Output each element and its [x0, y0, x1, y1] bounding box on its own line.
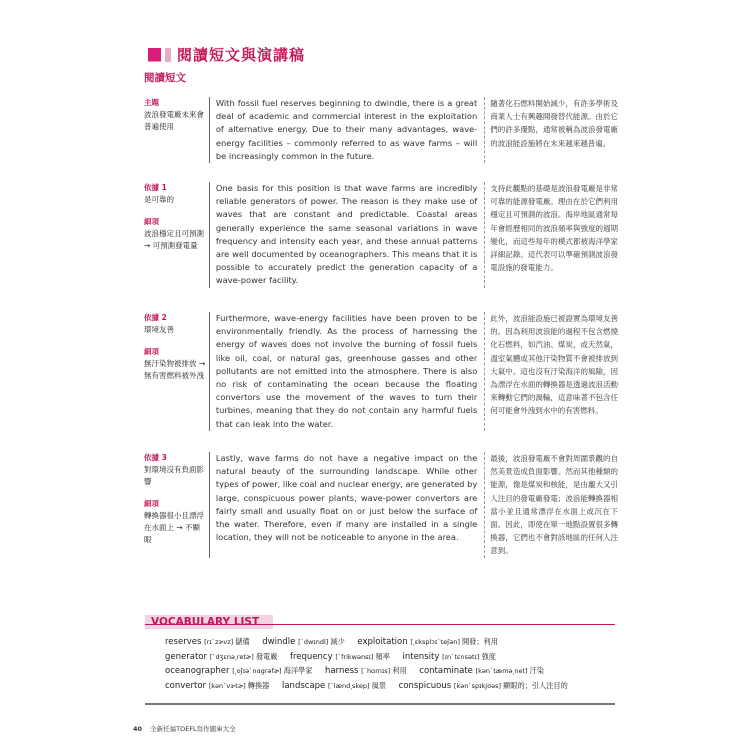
note-tag: 細項: [144, 347, 159, 356]
vocab-word: reserves: [165, 637, 205, 647]
section-marker-icon: [148, 48, 161, 62]
passage-block-1: [144, 97, 618, 163]
vocab-entry: [165, 665, 312, 675]
vocab-meaning: 利用: [392, 666, 407, 675]
english-paragraph: Furthermore, wave-energy facilities have been proven to be environmentally friendly. As the process of harnessing the energy of waves does not involve the burning of fossil fuels like oil, coal, or natural gas, greenhouse gasses and other pollutants are not emitted into the atmosphere. There is also no risk of contaminating the ocean because the floating convertors use the movement of the waves to turn their turbines, meaning that they do not contain any harmful fuels that can leak into the water.: [209, 312, 477, 431]
vocab-phonetic: [rɪˋzɝvz]: [204, 638, 236, 646]
vocab-entry: [282, 680, 386, 690]
passage-block-4: [144, 452, 618, 558]
vocab-meaning: 顯眼的；引人注目的: [503, 680, 568, 690]
vocab-entry: [325, 665, 407, 675]
book-title: 全新托福TOEFL寫作題庫大全: [150, 725, 236, 733]
vocab-word: intensity: [402, 651, 443, 662]
english-paragraph: With fossil fuel reserves beginning to dwindle, there is a great deal of academic and commercial interest in the exploitation of alternative energy. Due to their many advantages, wave-energy facilities – commonly referred to as wave farms – will be increasingly common in the future.: [209, 97, 477, 163]
vocab-word: frequency: [290, 651, 336, 662]
section-marker-accent-icon: [165, 48, 171, 62]
note-tag: 細項: [144, 499, 159, 508]
vocab-phonetic: [kənˋspɪkjʊəs]: [453, 681, 504, 690]
vocab-entry: [262, 636, 344, 646]
vocab-word: harness: [325, 666, 362, 676]
note-text: 環境友善: [144, 325, 174, 334]
vocab-phonetic: [ˋdwɪndl]: [298, 638, 331, 646]
note-tag: 主題: [144, 98, 159, 107]
english-paragraph: Lastly, wave farms do not have a negative impact on the natural beauty of the surrounding landscape. While other types of power, like coal and nuclear energy, are generated by large, conspicuous power plants, wave-power convertors are fairly small and usually float on or just below the surface of the water. Therefore, even if many are installed in a single location, they will not be noticeable to anyone in the area.: [209, 452, 477, 558]
page-number: 40: [133, 725, 143, 733]
vocab-word: landscape: [281, 680, 328, 691]
vocabulary-bottom-rule: [145, 703, 615, 705]
note-text: 波浪穩定且可預測 → 可預測發電量: [144, 229, 204, 250]
vocab-phonetic: [ˋdʒɛnə͵retɚ]: [209, 652, 256, 661]
vocab-entry: [399, 680, 568, 690]
note-tag: 依據 2: [144, 313, 167, 322]
vocab-word: dwindle: [262, 637, 299, 647]
vocab-phonetic: [ˋlænd͵skep]: [327, 681, 372, 690]
vocabulary-rule: [145, 624, 615, 625]
vocab-phonetic: [ˋfrikwənsɪ]: [335, 652, 376, 661]
chinese-translation: 此外，波浪能設施已被證實為環境友善的。因為利用波浪能的過程不包含燃燒化石燃料，如汽油、煤炭，或天然氣，溫室氣體或其他汙染物質不會被排放到大氣中。這也沒有汙染海洋的風險，因為漂浮在水面的轉換器是透過波浪活動來轉動它們的渦輪，這意味著不包含任何可能會外洩到水中的有害燃料。: [484, 312, 618, 431]
vocab-meaning: 汙染: [529, 666, 544, 675]
vocab-phonetic: [ɪnˋtɛnsətɪ]: [442, 652, 482, 661]
note-tag: 細項: [144, 217, 159, 226]
vocab-phonetic: [kənˋtæmə͵net]: [475, 667, 530, 675]
vocab-word: generator: [165, 651, 210, 662]
vocab-entry: [165, 636, 250, 646]
margin-notes: [144, 312, 206, 431]
english-paragraph: One basis for this position is that wave farms are incredibly reliable generators of power. The reason is they make use of waves that are constant and predictable. Coastal areas generally experience the same seasonal variations in wave frequency and intensity each year, and these annual patterns are well documented by oceanographers. This means that it is possible to accurately predict the generation capacity of a wave-power facility.: [209, 182, 477, 288]
margin-notes: [144, 182, 206, 288]
vocab-word: convertor: [165, 680, 209, 691]
vocab-entry: [290, 651, 390, 661]
vocab-meaning: 頻率: [375, 651, 390, 661]
note-text: 無汙染物被排放 → 無有害燃料被外洩: [144, 359, 206, 380]
vocab-meaning: 發電廠: [255, 651, 278, 661]
vocab-phonetic: [kənˋvɝtɚ]: [208, 681, 248, 690]
margin-notes: [144, 97, 206, 163]
passage-block-3: [144, 312, 618, 431]
vocab-word: exploitation: [357, 637, 411, 647]
vocab-meaning: 減少: [330, 637, 345, 646]
note-text: 轉換器很小且漂浮在水面上 → 不顯眼: [144, 511, 204, 544]
vocab-word: oceanographer: [165, 666, 233, 676]
vocab-entry: [165, 680, 269, 690]
vocab-meaning: 強度: [481, 651, 496, 661]
vocab-entry: [419, 665, 544, 675]
vocab-meaning: 海洋學家: [283, 666, 313, 675]
section-title: 閱讀短文: [144, 72, 186, 84]
vocab-entry: [357, 636, 498, 646]
note-text: 波浪發電廠未來會普遍使用: [144, 110, 204, 131]
note-tag: 依據 3: [144, 453, 167, 462]
vocab-meaning: 儲備: [235, 637, 250, 646]
vocab-meaning: 轉換器: [247, 680, 270, 690]
vocab-word: conspicuous: [398, 680, 454, 691]
margin-notes: [144, 452, 206, 558]
note-tag: 依據 1: [144, 183, 167, 192]
vocab-word: contaminate: [419, 666, 476, 676]
passage-block-2: [144, 182, 618, 288]
vocabulary-list: [145, 610, 615, 710]
page-title: 閱讀短文與演講稿: [177, 46, 306, 64]
vocabulary-entries: [145, 629, 615, 693]
vocab-entry: [165, 651, 277, 661]
vocab-entry: [403, 651, 496, 661]
vocab-meaning: 風景: [371, 680, 387, 690]
note-text: 是可靠的: [144, 195, 174, 204]
note-text: 對環境沒有負面影響: [144, 465, 204, 486]
vocabulary-title: VOCABULARY LIST: [145, 615, 273, 629]
vocab-phonetic: [͵oʃɪəˋnɑgrəfɚ]: [232, 667, 284, 675]
page-header: [148, 44, 305, 65]
chinese-translation: 隨著化石燃料開始減少，有許多學術及商業人士有興趣開發替代能源。由於它們的許多優點，通常被稱為波浪發電廠的波浪能設施將在未來越來越普遍。: [484, 97, 618, 163]
chinese-translation: 最後，波浪發電廠不會對周圍景觀的自然美景造成負面影響。然而其他種類的能源，像是煤炭和核能，是由龐大又引人注目的發電廠發電；波浪能轉換器相當小並且通常漂浮在水面上或沉在下面。因此，即使在單一地點設置很多轉換器，它們也不會對該地區的任何人注意到。: [484, 452, 618, 558]
vocab-meaning: 開發；利用: [461, 637, 498, 646]
vocab-phonetic: [ˋhɑrnɪs]: [361, 667, 393, 675]
page-footer: [133, 724, 236, 733]
vocab-phonetic: [͵ɛksplɔɪˋteʃən]: [410, 638, 462, 646]
chinese-translation: 支持此觀點的基礎是波浪發電廠是非常可靠的能源發電廠。理由在於它們利用穩定且可預測的波浪。海岸地區通常每年會經歷相同的波浪頻率與強度的週期變化，而這些每年的模式都被海洋學家詳細記錄。這代表可以準確預測波浪發電設施的發電能力。: [484, 182, 618, 288]
